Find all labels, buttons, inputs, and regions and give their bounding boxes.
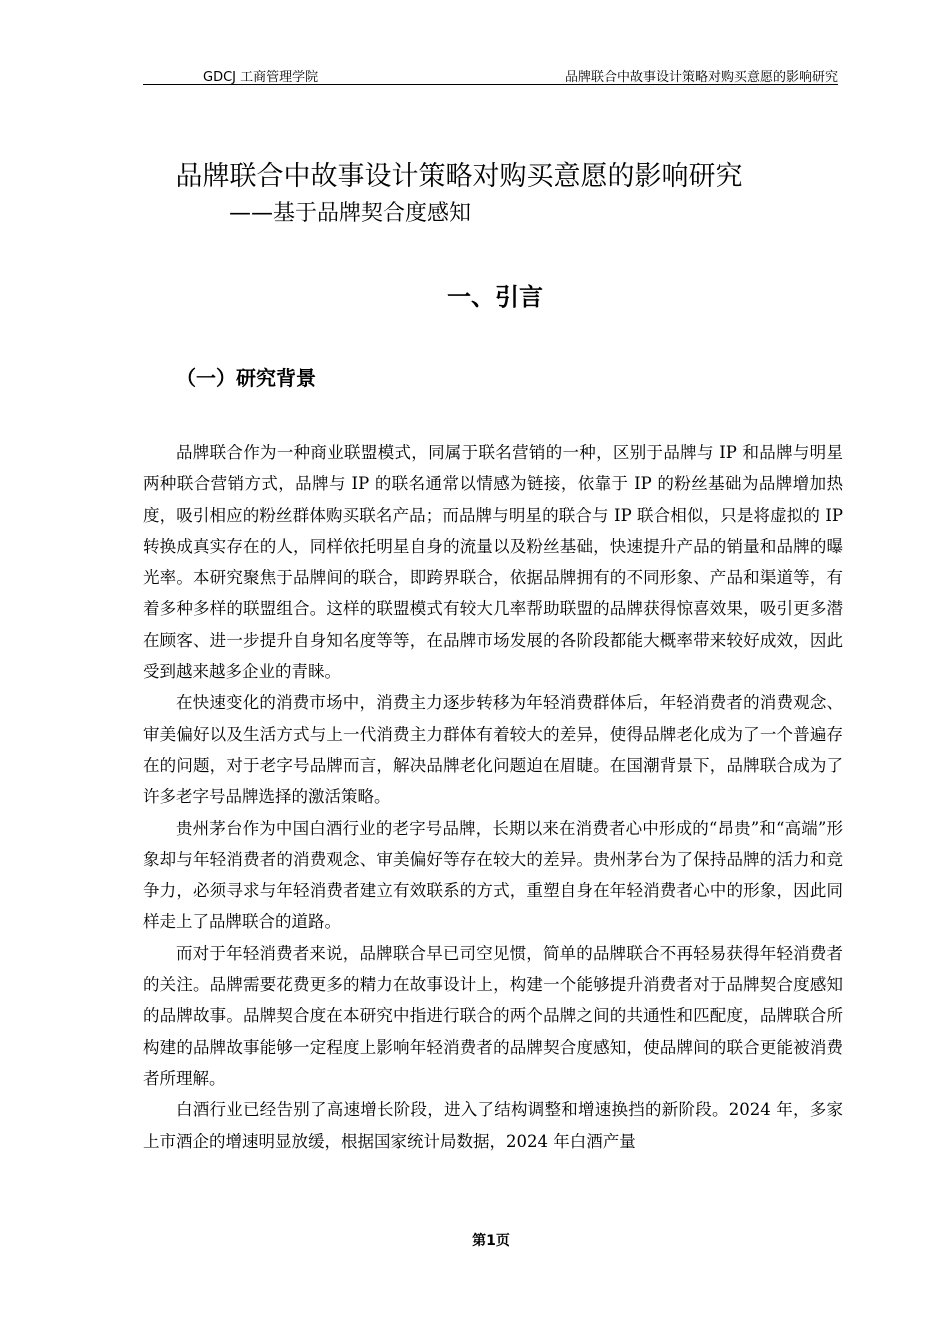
paragraph: 品牌联合作为一种商业联盟模式，同属于联名营销的一种，区别于品牌与 IP 和品牌与明星两种联合营销方式，品牌与 IP 的联名通常以情感为链接，依靠于 IP 的粉丝基础为品牌增加热度，吸引相应的粉丝群体购买联名产品；而品牌与明星的联合与 IP 联合相似，只是将虚拟的 IP 转换成真实存在的人，同样依托明星自身的流量以及粉丝基础，快速提升产品的销量和品牌的曝光率。本研究聚焦于品牌间的联合，即跨界联合，依据品牌拥有的不同形象、产品和渠道等，有着多种多样的联盟组合。这样的联盟模式有较大几率帮助联盟的品牌获得惊喜效果，吸引更多潜在顾客、进一步提升自身知名度等等，在品牌市场发展的各阶段都能大概率带来较好成效，因此受到越来越多企业的青睐。	[143, 443, 843, 682]
paper-subtitle: ——基于品牌契合度感知	[229, 201, 472, 226]
paragraph: 在快速变化的消费市场中，消费主力逐步转移为年轻消费群体后，年轻消费者的消费观念、审美偏好以及生活方式与上一代消费主力群体有着较大的差异，使得品牌老化成为了一个普遍存在的问题，对于老字号品牌而言，解决品牌老化问题迫在眉睫。在国潮背景下，品牌联合成为了许多老字号品牌选择的激活策略。	[143, 693, 843, 807]
paragraph: 而对于年轻消费者来说，品牌联合早已司空见惯，简单的品牌联合不再轻易获得年轻消费者的关注。品牌需要花费更多的精力在故事设计上，构建一个能够提升消费者对于品牌契合度感知的品牌故事。品牌契合度在本研究中指进行联合的两个品牌之间的共通性和匹配度，品牌联合所构建的品牌故事能够一定程度上影响年轻消费者的品牌契合度感知，使品牌间的联合更能被消费者所理解。	[143, 943, 843, 1088]
paragraph: 白酒行业已经告别了高速增长阶段，进入了结构调整和增速换挡的新阶段。2024 年，多家上市酒企的增速明显放缓，根据国家统计局数据，2024 年白酒产量	[143, 1100, 843, 1151]
header-institution: GDCJ 工商管理学院	[203, 70, 319, 85]
page-header	[143, 62, 838, 85]
section-heading: 一、引言	[447, 283, 543, 311]
paragraph: 贵州茅台作为中国白酒行业的老字号品牌，长期以来在消费者心中形成的“昂贵”和“高端”形象却与年轻消费者的消费观念、审美偏好等存在较大的差异。贵州茅台为了保持品牌的活力和竞争力，必须寻求与年轻消费者建立有效联系的方式，重塑自身在年轻消费者心中的形象，因此同样走上了品牌联合的道路。	[143, 818, 843, 932]
page-number: 第1页	[472, 1233, 510, 1249]
subsection-heading: （一）研究背景	[176, 366, 316, 390]
body-text	[143, 437, 843, 1157]
paper-title: 品牌联合中故事设计策略对购买意愿的影响研究	[175, 161, 743, 192]
header-paper-title: 品牌联合中故事设计策略对购买意愿的影响研究	[564, 70, 838, 85]
